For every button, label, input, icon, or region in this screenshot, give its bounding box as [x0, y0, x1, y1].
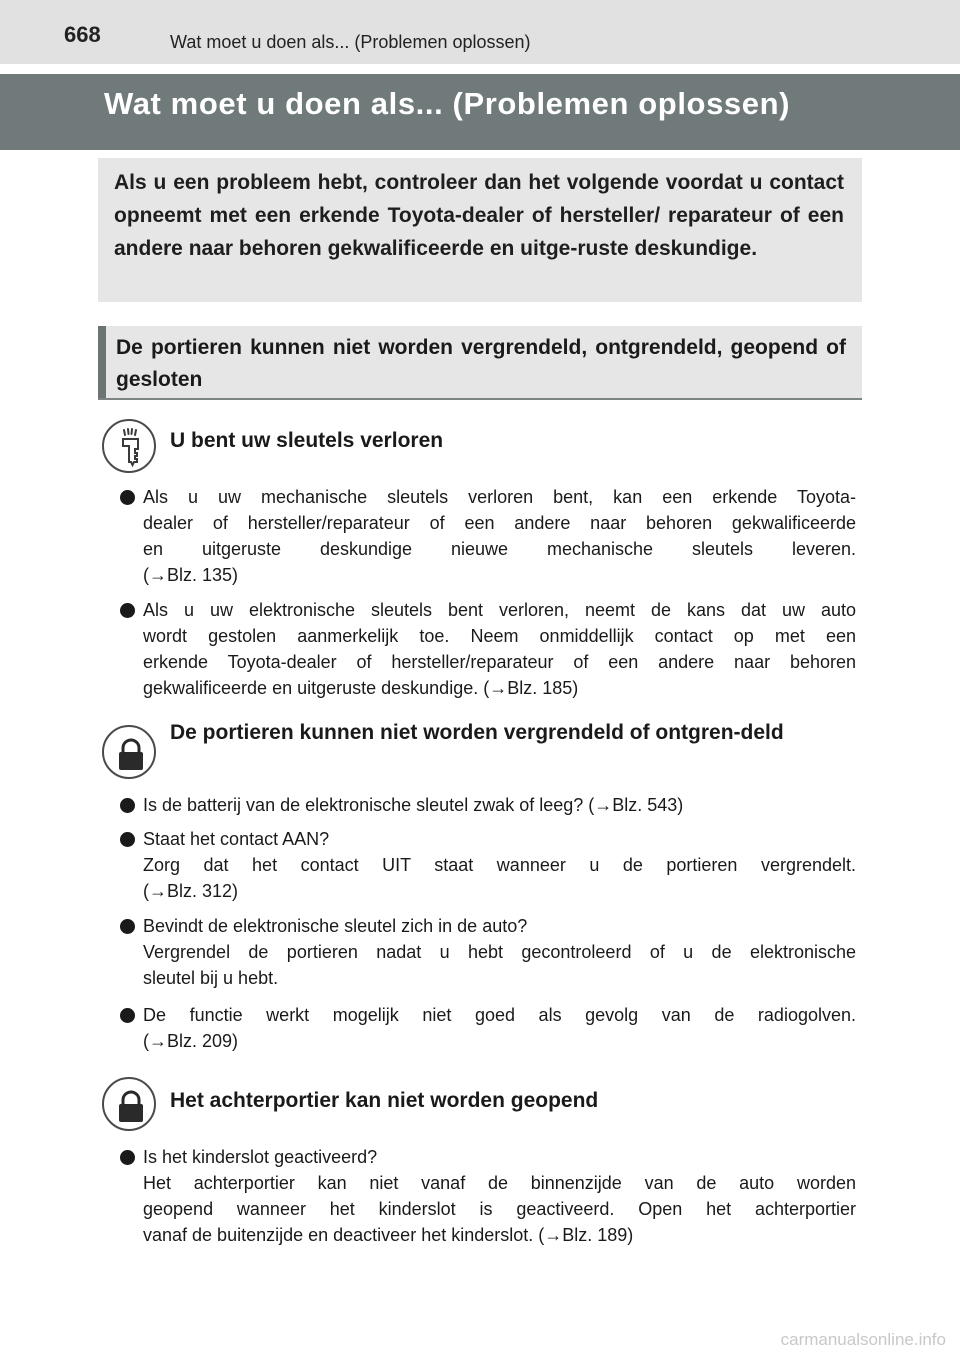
intro-box	[98, 158, 862, 302]
section-accent-bar	[98, 326, 106, 398]
intro-text: Als u een probleem hebt, controleer dan het volgende voordat u contact opneemt met een erkende Toyota-dealer of hersteller/ reparateur of een andere naar behoren gekwalificeerde en uitge-ruste deskundige.	[114, 171, 844, 260]
padlock-icon	[102, 725, 156, 779]
page-number: 668	[64, 22, 101, 47]
list-item: Als u uw mechanische sleutels verloren bent, kan een erkende Toyota- dealer of hersteller/reparateur of een andere naar behoren gekwalificeerde en uitgeruste deskundige nieuwe mechanische sleutels leveren. (→Blz. 135)	[120, 484, 856, 588]
subsection-heading-lock: De portieren kunnen niet worden vergrendeld of ontgren-deld	[170, 721, 784, 744]
bullet-icon	[120, 832, 135, 847]
list-item: Is het kinderslot geactiveerd? Het achterportier kan niet vanaf de binnenzijde van de auto worden geopend wanneer het kinderslot is geactiveerd. Open het achterportier vanaf de buitenzijde en deactiveer het kinderslot. (→Blz. 189)	[120, 1144, 856, 1248]
page-header	[0, 0, 960, 64]
list-item: Als u uw elektronische sleutels bent verloren, neemt de kans dat uw auto wordt gestolen aanmerkelijk toe. Neem onmiddellijk contact op met een erkende Toyota-dealer of hersteller/reparateur of een andere naar behoren gekwalificeerde en uitgeruste deskundige. (→Blz. 185)	[120, 597, 856, 701]
bullet-icon	[120, 1008, 135, 1023]
bullet-icon	[120, 919, 135, 934]
key-icon	[102, 419, 156, 473]
list-item: Bevindt de elektronische sleutel zich in de auto? Vergrendel de portieren nadat u hebt gecontroleerd of u de elektronische sleutel bij u hebt.	[120, 913, 856, 991]
bullet-icon	[120, 798, 135, 813]
list-item: De functie werkt mogelijk niet goed als gevolg van de radiogolven. (→Blz. 209)	[120, 1002, 856, 1054]
watermark: carmanualsonline.info	[780, 1330, 946, 1349]
chapter-title-bar	[0, 74, 960, 150]
subsection-heading-lost-keys: U bent uw sleutels verloren	[170, 429, 444, 452]
bullet-icon	[120, 603, 135, 618]
padlock-icon	[102, 1077, 156, 1131]
subsection-heading-rear-door: Het achterportier kan niet worden geopend	[170, 1089, 599, 1112]
bullet-icon	[120, 1150, 135, 1165]
chapter-title: Wat moet u doen als... (Problemen oplossen)	[104, 86, 791, 121]
section-heading: De portieren kunnen niet worden vergrendeld, ontgrendeld, geopend of gesloten	[116, 336, 846, 391]
list-item: Staat het contact AAN? Zorg dat het contact UIT staat wanneer u de portieren vergrendelt. (→Blz. 312)	[120, 826, 856, 904]
section-heading-box	[98, 326, 862, 400]
bullet-icon	[120, 490, 135, 505]
running-head: Wat moet u doen als... (Problemen oplossen)	[170, 32, 531, 52]
list-item: Is de batterij van de elektronische sleutel zwak of leeg? (→Blz. 543)	[120, 792, 856, 818]
